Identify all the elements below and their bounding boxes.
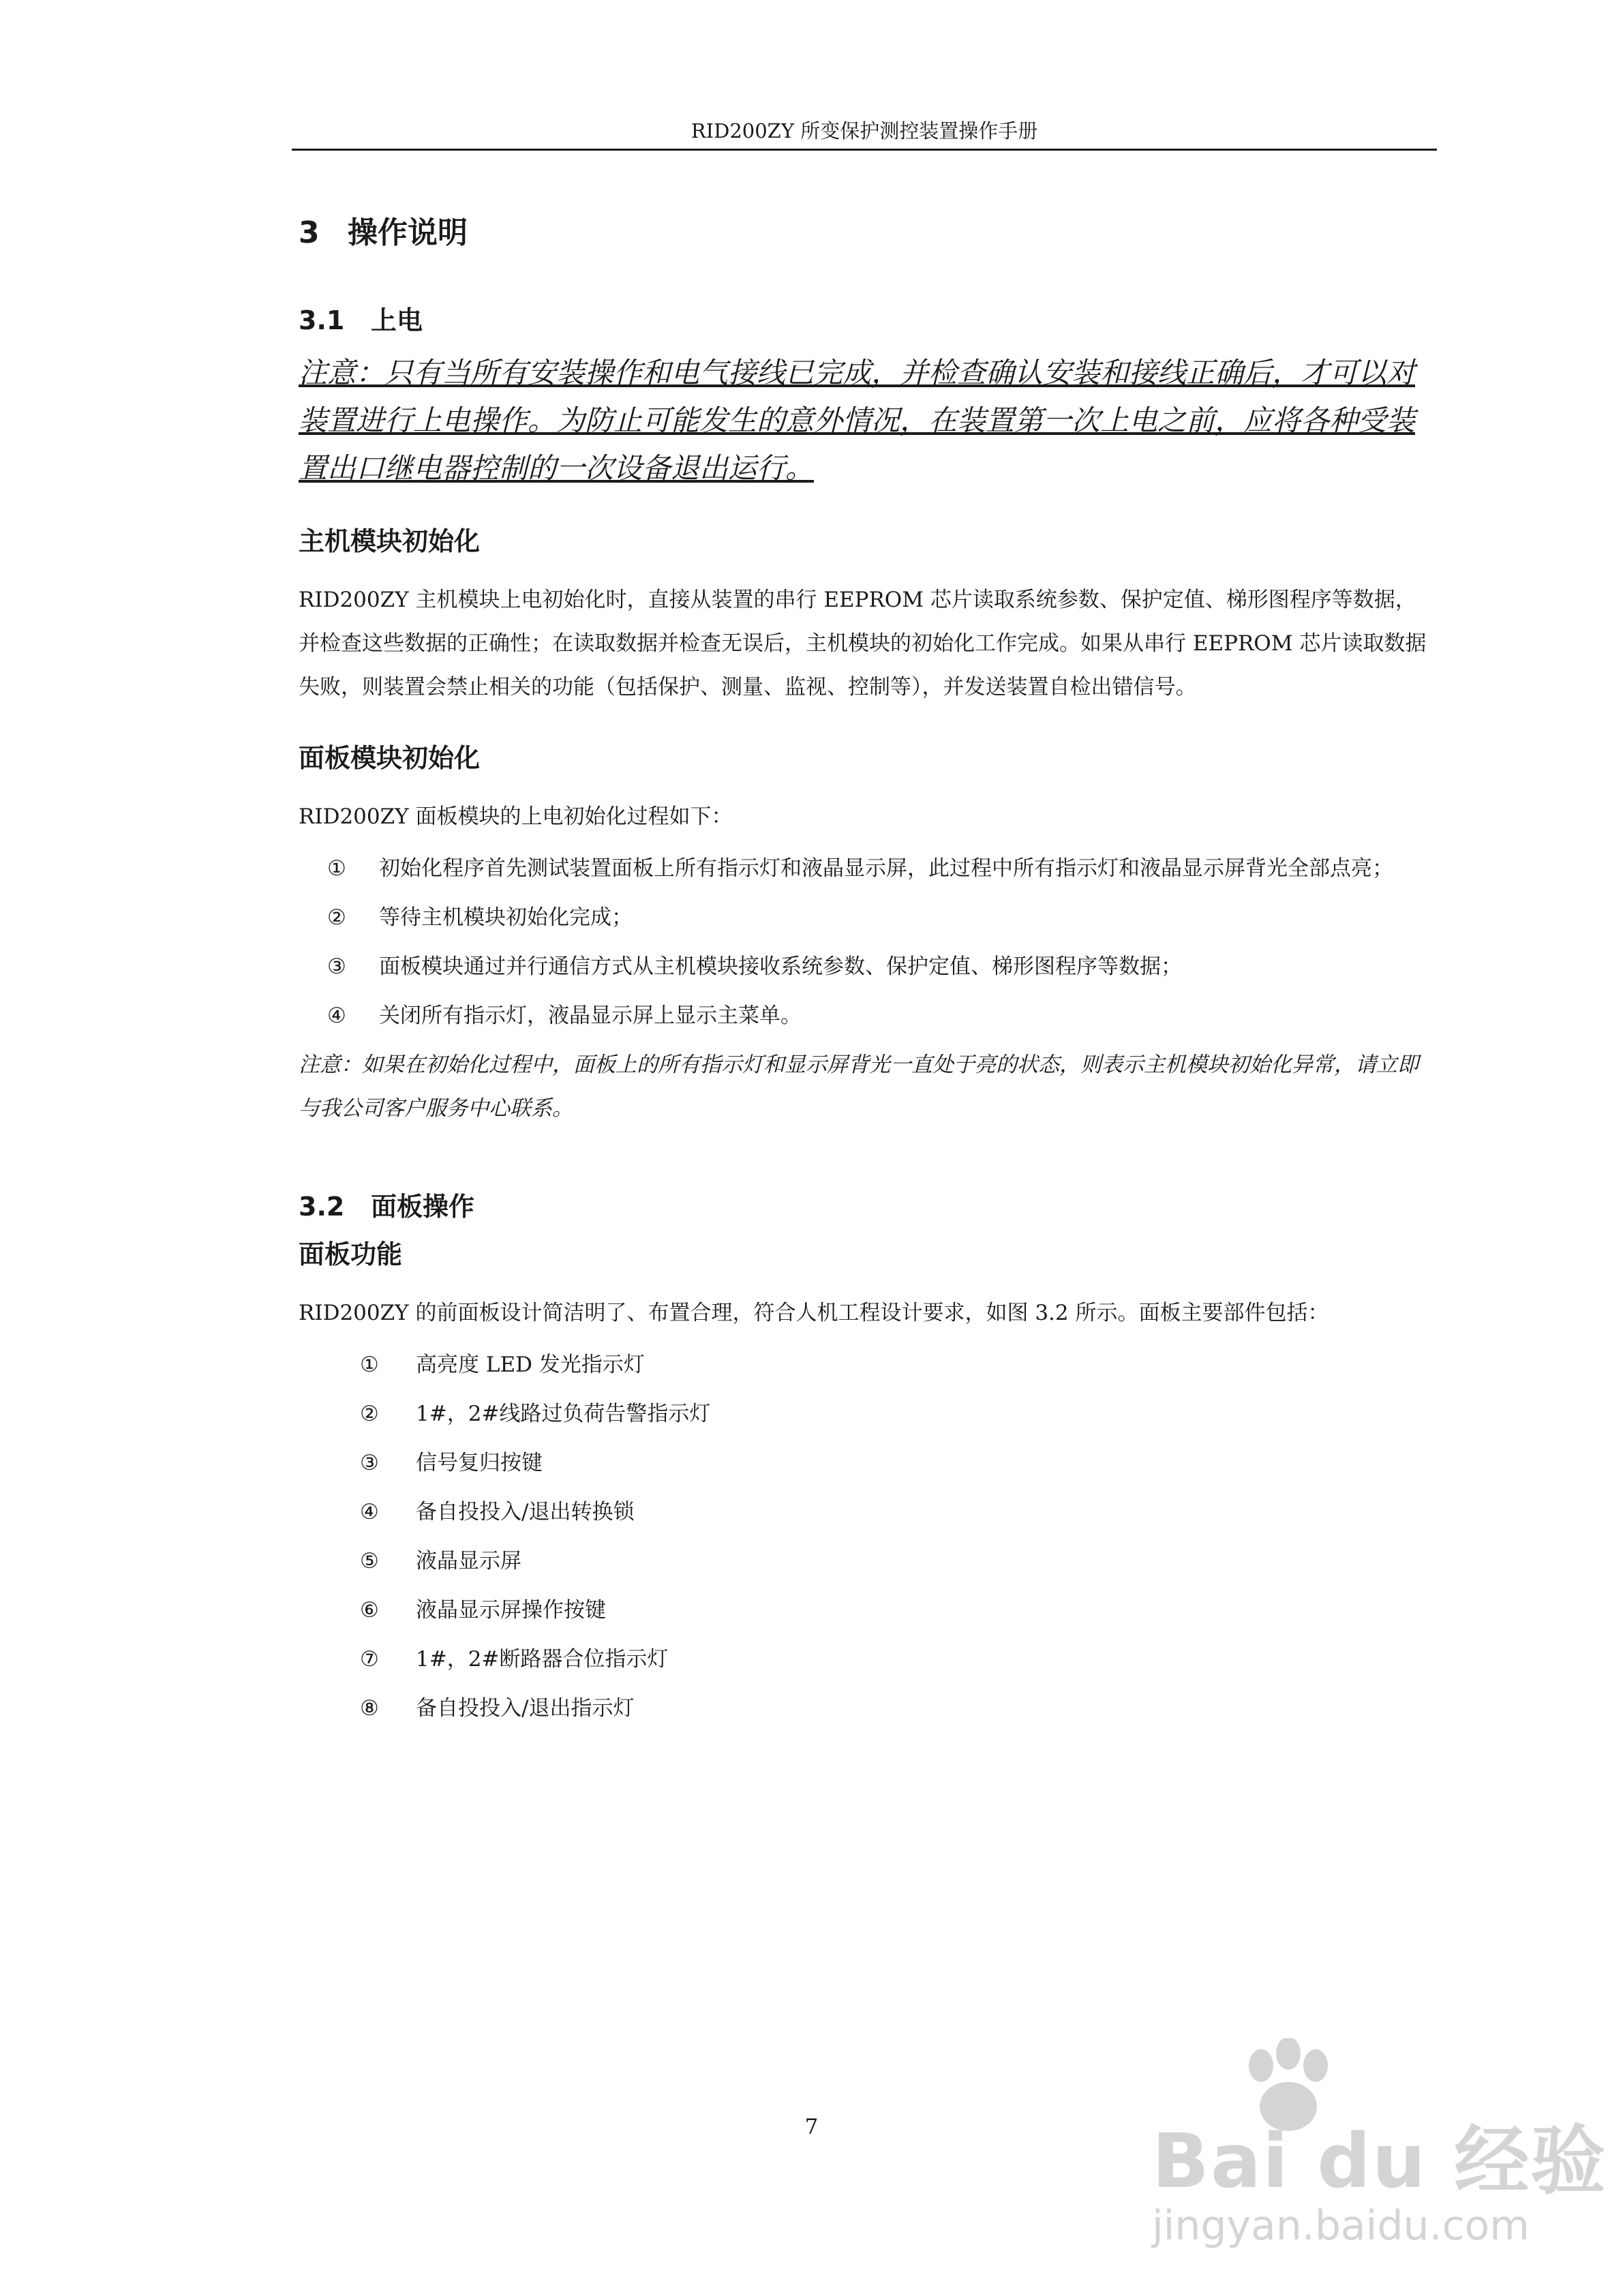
section-3-1-heading <box>299 301 1436 339</box>
section-3-2-title: 面板操作 <box>371 1192 475 1222</box>
section-3-2-heading <box>299 1188 1436 1226</box>
panel-init-steps <box>299 847 1436 1038</box>
watermark-logo: Bai du 经验 <box>1152 2117 1607 2205</box>
list-item: ④ 关闭所有指示灯，液晶显示屏上显示主菜单。 <box>327 1003 802 1028</box>
section-3-1-number: 3.1 <box>299 305 345 335</box>
list-item: ③ 面板模块通过并行通信方式从主机模块接收系统参数、保护定值、梯形图程序等数据； <box>327 954 1182 979</box>
section-3-2-number: 3.2 <box>299 1192 345 1222</box>
list-item: ⑥ 液晶显示屏操作按键 <box>360 1598 606 1622</box>
list-item: ⑧ 备自投投入/退出指示灯 <box>360 1696 635 1721</box>
power-on-warning-note: 注意：只有当所有安装操作和电气接线已完成，并检查确认安装和接线正确后，才可以对装置进行上电操作。为防止可能发生的意外情况，在装置第一次上电之前，应将各种受装置出口继电器控制的一次设备退出运行。 <box>299 356 1416 485</box>
list-item: ④ 备自投投入/退出转换锁 <box>360 1500 635 1524</box>
list-item: ① 高亮度 LED 发光指示灯 <box>360 1353 645 1377</box>
baidu-jingyan-watermark <box>1152 2038 1607 2256</box>
page-number: 7 <box>804 2115 819 2139</box>
section-3-title: 操作说明 <box>348 215 468 250</box>
list-item: ① 初始化程序首先测试装置面板上所有指示灯和液晶显示屏，此过程中所有指示灯和液晶显示屏背光全部点亮； <box>327 856 1393 881</box>
panel-init-intro: RID200ZY 面板模块的上电初始化过程如下： <box>299 804 733 829</box>
list-item: ② 1#，2#线路过负荷告警指示灯 <box>360 1402 711 1426</box>
panel-functions-intro: RID200ZY 的前面板设计简洁明了、布置合理，符合人机工程设计要求，如图 3.2 所示。面板主要部件包括： <box>299 1301 1329 1325</box>
list-item: ③ 信号复归按键 <box>360 1451 543 1475</box>
panel-parts-list <box>299 1343 1436 1730</box>
host-init-paragraph: RID200ZY 主机模块上电初始化时，直接从装置的串行 EEPROM 芯片读取系统参数、保护定值、梯形图程序等数据，并检查这些数据的正确性；在读取数据并检查无误后，主机模块的初始化工作完成。如果从串行 EEPROM 芯片读取数据失败，则装置会禁止相关的功能（包括保护、测量、监视、控制等），并发送装置自检出错信号。 <box>299 588 1427 699</box>
section-3-number: 3 <box>299 215 320 250</box>
list-item: ⑦ 1#，2#断路器合位指示灯 <box>360 1647 669 1672</box>
watermark-url: jingyan.baidu.com <box>1152 2202 1530 2250</box>
header-rule <box>292 149 1437 151</box>
page-header: RID200ZY 所变保护测控装置操作手册 <box>691 119 1038 142</box>
panel-init-note: 注意：如果在初始化过程中，面板上的所有指示灯和显示屏背光一直处于亮的状态，则表示主机模块初始化异常，请立即与我公司客户服务中心联系。 <box>299 1053 1419 1121</box>
list-item: ② 等待主机模块初始化完成； <box>327 905 633 930</box>
list-item: ⑤ 液晶显示屏 <box>360 1549 521 1573</box>
panel-init-heading: 面板模块初始化 <box>299 743 481 773</box>
panel-functions-heading: 面板功能 <box>299 1239 403 1269</box>
page-content <box>299 211 1436 1736</box>
section-3-1-title: 上电 <box>371 305 423 335</box>
host-init-heading: 主机模块初始化 <box>299 526 481 556</box>
section-3-heading <box>299 211 1436 255</box>
